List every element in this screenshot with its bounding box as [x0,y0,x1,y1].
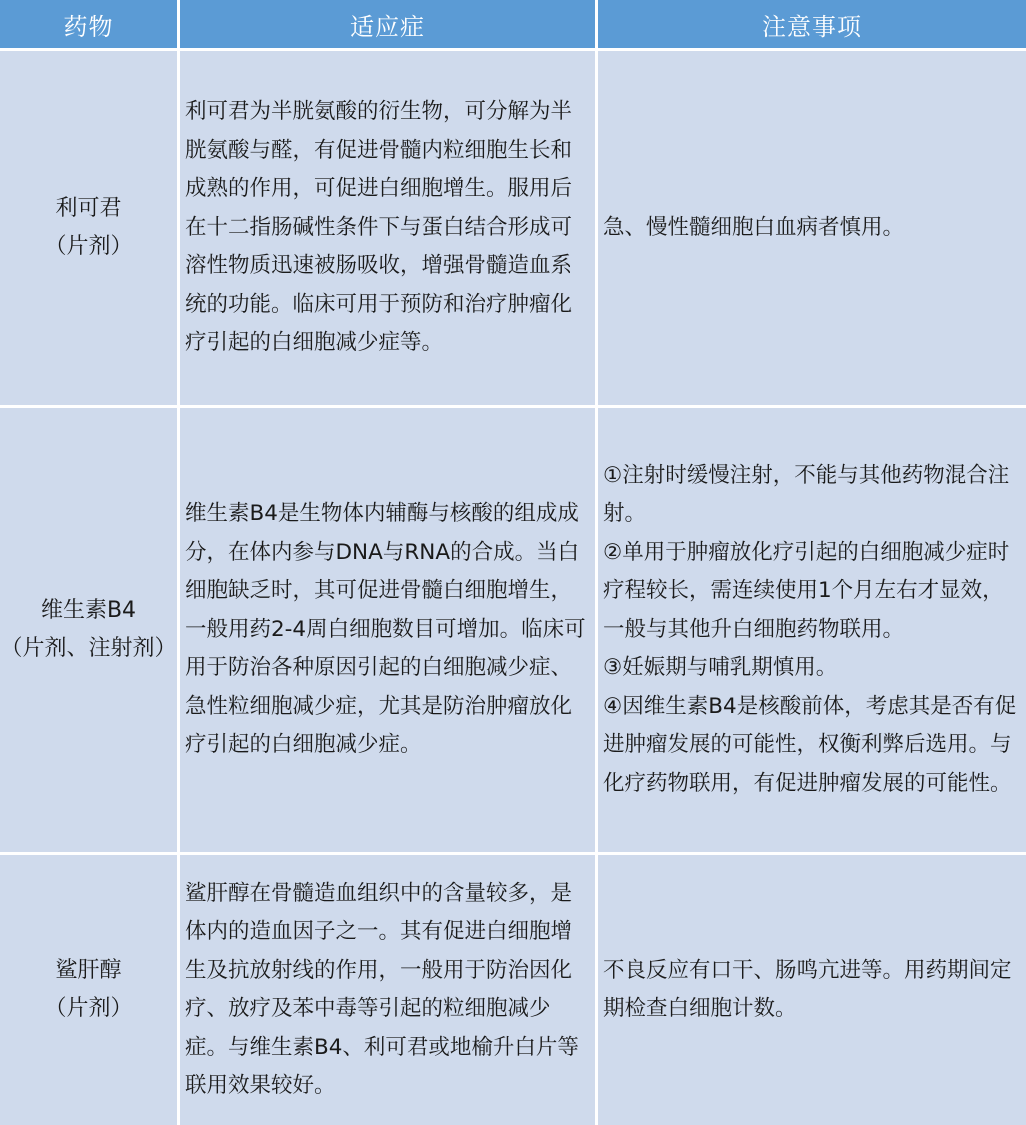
drug-cell [0,408,180,855]
drug-name: 利可君 [55,196,122,221]
header-row [0,0,1026,51]
note-item: ④因维生素B4是核酸前体，考虑其是否有促进肿瘤发展的可能性，权衡利弊后选用。与化疗药物联用，有促进肿瘤发展的可能性。 [603,693,1017,796]
indication-cell: 维生素B4是生物体内辅酶与核酸的组成成分，在体内参与DNA与RNA的合成。当白细胞缺乏时，其可促进骨髓白细胞增生，一般用药2-4周白细胞数目可增加。临床可用于防治各种原因引起的白细胞减少症、急性粒细胞减少症，尤其是防治肿瘤放化疗引起的白细胞减少症。 [180,408,598,855]
note-item: 急、慢性髓细胞白血病者慎用。 [603,214,905,240]
note-item: ③妊娠期与哺乳期慎用。 [603,655,838,681]
note-item: ①注射时缓慢注射，不能与其他药物混合注射。 [603,462,1010,527]
notes-cell [598,855,1026,1125]
indication-cell: 利可君为半胱氨酸的衍生物，可分解为半胱氨酸与醛，有促进骨髓内粒细胞生长和成熟的作用，可促进白细胞增生。服用后在十二指肠碱性条件下与蛋白结合形成可溶性物质迅速被肠吸收，增强骨髓造血系统的功能。临床可用于预防和治疗肿瘤化疗引起的白细胞减少症等。 [180,51,598,408]
table-row [0,408,1026,855]
notes-cell [598,51,1026,408]
table-row [0,51,1026,408]
drug-name: 鲨肝醇 [55,958,122,983]
note-item: 不良反应有口干、肠鸣亢进等。用药期间定期检查白细胞计数。 [603,957,1012,1021]
drug-name: 维生素B4 [40,598,137,623]
drug-cell [0,51,180,408]
drug-form: （片剂） [44,234,133,259]
header-indication: 适应症 [180,0,598,51]
table-row [0,855,1026,1125]
header-notes: 注意事项 [598,0,1026,51]
header-drug: 药物 [0,0,180,51]
notes-cell [598,408,1026,855]
drug-form: （片剂、注射剂） [0,636,177,661]
drug-form: （片剂） [44,996,133,1021]
drug-cell [0,855,180,1125]
note-item: ②单用于肿瘤放化疗引起的白细胞减少症时疗程较长，需连续使用1个月左右才显效，一般与其他升白细胞药物联用。 [603,539,1010,642]
indication-cell: 鲨肝醇在骨髓造血组织中的含量较多，是体内的造血因子之一。其有促进白细胞增生及抗放射线的作用，一般用于防治因化疗、放疗及苯中毒等引起的粒细胞减少症。与维生素B4、利可君或地榆升白片等联用效果较好。 [180,855,598,1125]
